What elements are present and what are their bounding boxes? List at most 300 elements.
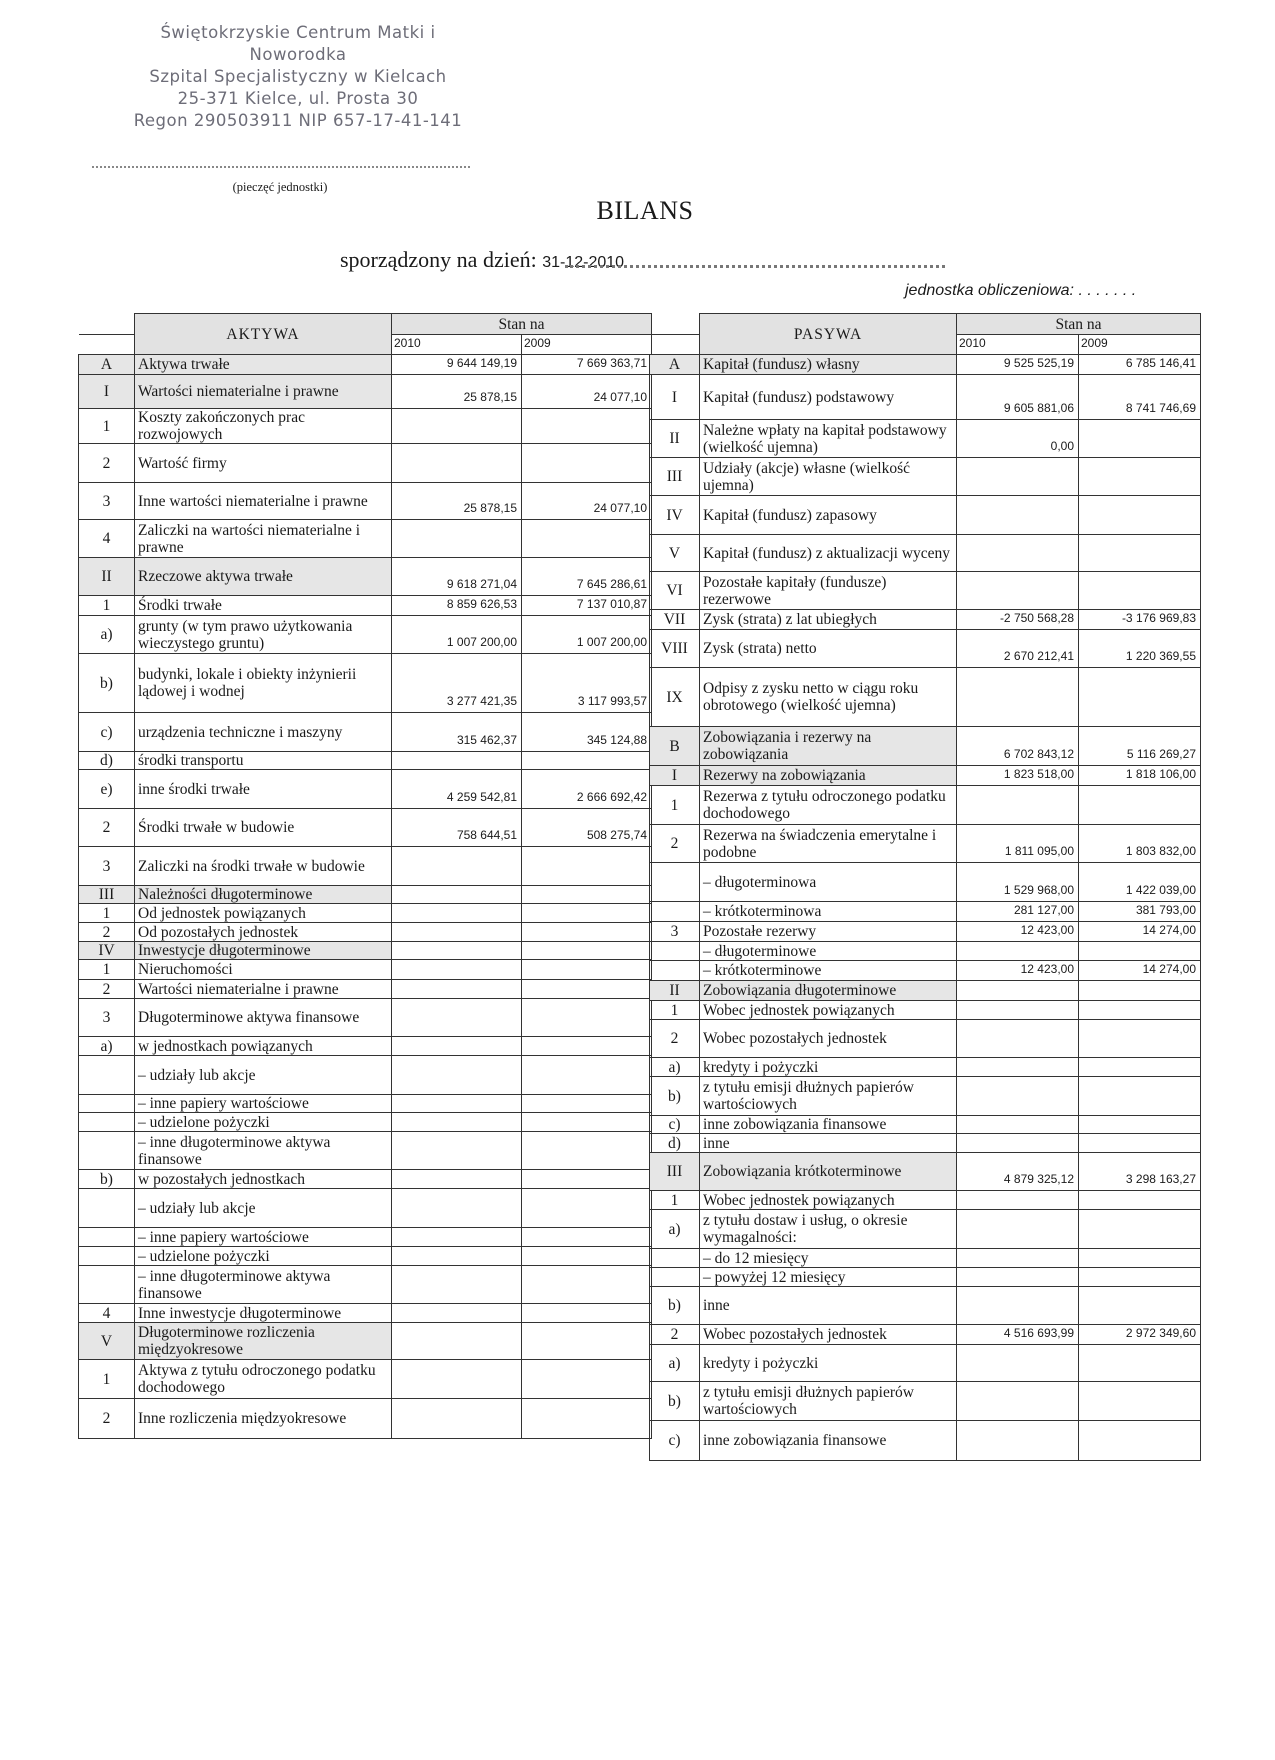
row-code: [79, 1113, 135, 1132]
row-label: Należności długoterminowe: [135, 886, 392, 904]
row-code: b): [650, 1077, 700, 1116]
row-code: 1: [79, 409, 135, 444]
value-2009: 3 298 163,27: [1079, 1153, 1201, 1191]
table-row: [79, 596, 652, 616]
row-code: e): [79, 770, 135, 809]
row-label: – udzielone pożyczki: [135, 1247, 392, 1266]
value-2010: 9 618 271,04: [392, 558, 522, 596]
value-2010: 1 823 518,00: [957, 766, 1079, 786]
table-row: [650, 355, 1201, 375]
year-2010-header: 2010: [392, 335, 522, 355]
row-label: grunty (w tym prawo użytkowania wieczystego gruntu): [135, 616, 392, 654]
stan-na-header: Stan na: [392, 314, 652, 335]
value-2010: [392, 980, 522, 999]
row-label: Pozostałe rezerwy: [700, 922, 957, 942]
row-label: Zysk (strata) netto: [700, 630, 957, 668]
row-label: Zobowiązania długoterminowe: [700, 981, 957, 1001]
value-2009: 14 274,00: [1079, 961, 1201, 981]
table-row: [79, 1189, 652, 1228]
value-2010: [392, 1132, 522, 1170]
value-2009: [1079, 668, 1201, 727]
value-2009: 1 422 039,00: [1079, 863, 1201, 902]
value-2010: 281 127,00: [957, 902, 1079, 922]
row-code: 3: [79, 999, 135, 1037]
value-2010: 6 702 843,12: [957, 727, 1079, 766]
table-row: [650, 1287, 1201, 1325]
value-2009: [1079, 1345, 1201, 1382]
row-label: – długoterminowe: [700, 942, 957, 961]
value-2010: 2 670 212,41: [957, 630, 1079, 668]
table-row: [650, 1001, 1201, 1020]
row-code: IV: [79, 942, 135, 960]
table-row: [650, 863, 1201, 902]
value-2010: [957, 1421, 1079, 1461]
table-row: [79, 355, 652, 375]
row-code: [79, 1247, 135, 1266]
row-label: Zaliczki na wartości niematerialne i prawne: [135, 520, 392, 558]
table-row: [650, 1268, 1201, 1287]
row-label: Długoterminowe aktywa finansowe: [135, 999, 392, 1037]
row-code: 1: [79, 904, 135, 923]
table-row: [650, 1249, 1201, 1268]
row-code: V: [79, 1323, 135, 1360]
value-2009: 1 818 106,00: [1079, 766, 1201, 786]
stamp-line: 25-371 Kielce, ul. Prosta 30: [177, 89, 419, 108]
row-code: 4: [79, 520, 135, 558]
value-2010: [392, 1056, 522, 1095]
row-label: – krótkoterminowa: [700, 902, 957, 922]
table-row: [650, 766, 1201, 786]
row-code: 1: [79, 960, 135, 980]
table-row: [650, 1058, 1201, 1077]
table-row: [79, 752, 652, 770]
row-code: 2: [79, 1399, 135, 1439]
value-2010: [957, 1287, 1079, 1325]
row-label: Kapitał (fundusz) zapasowy: [700, 496, 957, 535]
row-code: B: [650, 727, 700, 766]
stamp-caption: (pieczęć jednostki): [232, 180, 328, 194]
row-code: [650, 1249, 700, 1268]
table-row: [79, 1323, 652, 1360]
row-label: kredyty i pożyczki: [700, 1345, 957, 1382]
value-2009: [1079, 420, 1201, 458]
value-2009: [522, 520, 652, 558]
table-row: [79, 1056, 652, 1095]
value-2009: [522, 1056, 652, 1095]
row-label: Wobec pozostałych jednostek: [700, 1020, 957, 1058]
value-2010: [957, 1191, 1079, 1210]
row-code: 1: [650, 786, 700, 825]
row-label: – inne papiery wartościowe: [135, 1228, 392, 1247]
value-2009: [1079, 1116, 1201, 1134]
row-code: [79, 1266, 135, 1304]
row-code: III: [79, 886, 135, 904]
value-2010: [392, 904, 522, 923]
value-2009: 1 220 369,55: [1079, 630, 1201, 668]
value-2010: [957, 458, 1079, 496]
row-label: Wobec jednostek powiązanych: [700, 1191, 957, 1210]
header-blank: [650, 335, 700, 355]
value-2010: 1 529 968,00: [957, 863, 1079, 902]
row-label: Aktywa z tytułu odroczonego podatku dochodowego: [135, 1360, 392, 1399]
value-2009: 3 117 993,57: [522, 654, 652, 713]
value-2010: [957, 1001, 1079, 1020]
row-code: 1: [79, 1360, 135, 1399]
header-blank: [650, 314, 700, 335]
row-label: Nieruchomości: [135, 960, 392, 980]
value-2009: [522, 923, 652, 942]
row-code: 2: [650, 1020, 700, 1058]
row-label: – udziały lub akcje: [135, 1189, 392, 1228]
value-2010: 25 878,15: [392, 483, 522, 520]
table-row: [79, 1247, 652, 1266]
value-2010: 12 423,00: [957, 961, 1079, 981]
row-label: Inwestycje długoterminowe: [135, 942, 392, 960]
value-2009: [522, 1095, 652, 1113]
row-code: [650, 902, 700, 922]
value-2010: 9 644 149,19: [392, 355, 522, 375]
value-2010: 4 879 325,12: [957, 1153, 1079, 1191]
value-2009: [522, 1247, 652, 1266]
row-label: Wartość firmy: [135, 444, 392, 483]
row-code: c): [79, 713, 135, 752]
value-2009: [1079, 1191, 1201, 1210]
value-2010: [957, 1210, 1079, 1249]
row-label: – krótkoterminowe: [700, 961, 957, 981]
row-label: Wobec pozostałych jednostek: [700, 1325, 957, 1345]
value-2009: -3 176 969,83: [1079, 610, 1201, 630]
header-blank: [79, 335, 135, 355]
row-label: Kapitał (fundusz) własny: [700, 355, 957, 375]
value-2009: [1079, 981, 1201, 1001]
row-code: II: [650, 981, 700, 1001]
value-2010: [957, 942, 1079, 961]
row-label: – długoterminowa: [700, 863, 957, 902]
value-2009: 5 116 269,27: [1079, 727, 1201, 766]
row-label: kredyty i pożyczki: [700, 1058, 957, 1077]
row-label: inne zobowiązania finansowe: [700, 1116, 957, 1134]
value-2010: 4 259 542,81: [392, 770, 522, 809]
aktywa-header: AKTYWA: [135, 314, 392, 355]
row-label: Kapitał (fundusz) z aktualizacji wyceny: [700, 535, 957, 572]
row-label: – do 12 miesięcy: [700, 1249, 957, 1268]
table-row: [79, 520, 652, 558]
row-label: Kapitał (fundusz) podstawowy: [700, 375, 957, 420]
value-2009: 7 137 010,87: [522, 596, 652, 616]
value-2010: [957, 1249, 1079, 1268]
value-2010: 1 811 095,00: [957, 825, 1079, 863]
value-2010: [392, 520, 522, 558]
row-code: b): [79, 1170, 135, 1189]
row-code: V: [650, 535, 700, 572]
header-blank: [79, 314, 135, 335]
row-code: a): [650, 1210, 700, 1249]
row-code: c): [650, 1421, 700, 1461]
row-code: [650, 961, 700, 981]
date-value: 31-12-2010: [542, 254, 625, 271]
table-row: [79, 409, 652, 444]
value-2009: [522, 960, 652, 980]
value-2009: [522, 847, 652, 886]
row-code: b): [650, 1382, 700, 1421]
table-row: [650, 1153, 1201, 1191]
row-code: [79, 1132, 135, 1170]
value-2010: 1 007 200,00: [392, 616, 522, 654]
value-2009: [522, 752, 652, 770]
value-2009: 8 741 746,69: [1079, 375, 1201, 420]
stamp-line: Szpital Specjalistyczny w Kielcach: [149, 67, 447, 86]
row-code: III: [650, 1153, 700, 1191]
table-row: [650, 1210, 1201, 1249]
value-2010: [392, 444, 522, 483]
value-2009: 2 666 692,42: [522, 770, 652, 809]
unit-label: jednostka obliczeniowa: . . . . . . .: [905, 282, 1137, 299]
row-code: d): [79, 752, 135, 770]
value-2010: [957, 1134, 1079, 1153]
row-code: A: [79, 355, 135, 375]
row-code: b): [79, 654, 135, 713]
value-2010: 0,00: [957, 420, 1079, 458]
value-2010: 9 605 881,06: [957, 375, 1079, 420]
value-2010: 3 277 421,35: [392, 654, 522, 713]
row-code: d): [650, 1134, 700, 1153]
value-2010: [392, 960, 522, 980]
date-label: sporządzony na dzień:: [340, 247, 537, 272]
row-label: Należne wpłaty na kapitał podstawowy (wielkość ujemna): [700, 420, 957, 458]
row-code: A: [650, 355, 700, 375]
value-2009: [522, 999, 652, 1037]
table-row: [650, 1116, 1201, 1134]
value-2010: [957, 1058, 1079, 1077]
table-row: [79, 1132, 652, 1170]
document-title: BILANS: [596, 196, 694, 225]
value-2009: [522, 1360, 652, 1399]
row-label: Rezerwa na świadczenia emerytalne i podobne: [700, 825, 957, 863]
table-row: [650, 825, 1201, 863]
row-label: – inne papiery wartościowe: [135, 1095, 392, 1113]
value-2009: 345 124,88: [522, 713, 652, 752]
row-label: inne zobowiązania finansowe: [700, 1421, 957, 1461]
value-2009: [1079, 1421, 1201, 1461]
row-code: 1: [79, 596, 135, 616]
table-row: [79, 847, 652, 886]
row-label: Rzeczowe aktywa trwałe: [135, 558, 392, 596]
row-label: – inne długoterminowe aktywa finansowe: [135, 1132, 392, 1170]
table-row: [79, 1360, 652, 1399]
value-2010: [957, 572, 1079, 610]
table-row: [650, 572, 1201, 610]
value-2009: [522, 1113, 652, 1132]
value-2009: [522, 1266, 652, 1304]
row-code: [650, 863, 700, 902]
table-row: [79, 713, 652, 752]
row-label: urządzenia techniczne i maszyny: [135, 713, 392, 752]
value-2009: [522, 1170, 652, 1189]
row-code: 2: [79, 809, 135, 847]
table-row: [650, 1382, 1201, 1421]
value-2009: 7 669 363,71: [522, 355, 652, 375]
table-row: [79, 904, 652, 923]
row-code: 2: [650, 825, 700, 863]
value-2009: [1079, 458, 1201, 496]
value-2009: [522, 904, 652, 923]
value-2010: [392, 999, 522, 1037]
value-2010: [957, 1020, 1079, 1058]
value-2009: 24 077,10: [522, 375, 652, 409]
value-2010: [392, 1189, 522, 1228]
table-row: [79, 980, 652, 999]
row-label: Inne wartości niematerialne i prawne: [135, 483, 392, 520]
value-2009: [522, 1323, 652, 1360]
row-label: Zysk (strata) z lat ubiegłych: [700, 610, 957, 630]
row-code: a): [650, 1058, 700, 1077]
table-row: [650, 458, 1201, 496]
row-code: II: [79, 558, 135, 596]
value-2010: [392, 886, 522, 904]
value-2010: [392, 1228, 522, 1247]
table-row: [79, 1228, 652, 1247]
table-row: [650, 786, 1201, 825]
date-line: [340, 247, 624, 273]
value-2010: [957, 1077, 1079, 1116]
stamp-dotted-line: [92, 166, 470, 168]
row-label: z tytułu emisji dłużnych papierów wartościowych: [700, 1077, 957, 1116]
value-2009: 2 972 349,60: [1079, 1325, 1201, 1345]
value-2009: [1079, 1134, 1201, 1153]
value-2009: [522, 980, 652, 999]
value-2010: [392, 1399, 522, 1439]
table-row: [79, 960, 652, 980]
value-2009: 14 274,00: [1079, 922, 1201, 942]
value-2009: [1079, 496, 1201, 535]
table-row: [650, 727, 1201, 766]
value-2010: [957, 1345, 1079, 1382]
value-2009: [1079, 1268, 1201, 1287]
row-label: Wobec jednostek powiązanych: [700, 1001, 957, 1020]
value-2010: [392, 1304, 522, 1323]
row-label: inne: [700, 1134, 957, 1153]
value-2009: [1079, 535, 1201, 572]
value-2009: [1079, 1382, 1201, 1421]
row-code: b): [650, 1287, 700, 1325]
row-label: w jednostkach powiązanych: [135, 1037, 392, 1056]
row-code: [79, 1228, 135, 1247]
table-row: [650, 535, 1201, 572]
table-row: [650, 922, 1201, 942]
row-code: [79, 1056, 135, 1095]
value-2010: [957, 535, 1079, 572]
row-label: Wartości niematerialne i prawne: [135, 375, 392, 409]
row-label: z tytułu dostaw i usług, o okresie wymagalności:: [700, 1210, 957, 1249]
value-2009: [1079, 1020, 1201, 1058]
value-2010: [392, 409, 522, 444]
row-code: I: [79, 375, 135, 409]
row-code: a): [79, 616, 135, 654]
row-label: Zobowiązania krótkoterminowe: [700, 1153, 957, 1191]
row-code: 3: [79, 847, 135, 886]
table-row: [79, 558, 652, 596]
table-row: [79, 1266, 652, 1304]
value-2009: [522, 1037, 652, 1056]
row-code: 2: [79, 923, 135, 942]
date-dotted-line: [565, 265, 945, 268]
row-label: Wartości niematerialne i prawne: [135, 980, 392, 999]
value-2010: 315 462,37: [392, 713, 522, 752]
row-code: 3: [650, 922, 700, 942]
table-row: [79, 886, 652, 904]
value-2010: [957, 496, 1079, 535]
value-2009: 381 793,00: [1079, 902, 1201, 922]
value-2010: [392, 1170, 522, 1189]
row-code: a): [650, 1345, 700, 1382]
value-2009: 7 645 286,61: [522, 558, 652, 596]
value-2010: [392, 1037, 522, 1056]
value-2010: [392, 923, 522, 942]
table-row: [79, 1095, 652, 1113]
table-row: [79, 375, 652, 409]
year-2009-header: 2009: [1079, 335, 1201, 355]
row-label: – inne długoterminowe aktywa finansowe: [135, 1266, 392, 1304]
table-row: [650, 1325, 1201, 1345]
value-2009: [1079, 1249, 1201, 1268]
row-code: I: [650, 766, 700, 786]
row-label: Rezerwa z tytułu odroczonego podatku dochodowego: [700, 786, 957, 825]
row-code: IV: [650, 496, 700, 535]
row-code: [79, 1095, 135, 1113]
row-code: III: [650, 458, 700, 496]
table-row: [650, 1134, 1201, 1153]
value-2010: [392, 1247, 522, 1266]
row-label: Udziały (akcje) własne (wielkość ujemna): [700, 458, 957, 496]
row-label: – powyżej 12 miesięcy: [700, 1268, 957, 1287]
table-row: [650, 420, 1201, 458]
row-label: Zobowiązania i rezerwy na zobowiązania: [700, 727, 957, 766]
table-row: [79, 616, 652, 654]
row-code: 1: [650, 1191, 700, 1210]
value-2009: [1079, 1001, 1201, 1020]
row-code: VIII: [650, 630, 700, 668]
value-2009: [522, 1399, 652, 1439]
table-row: [650, 375, 1201, 420]
row-label: Od jednostek powiązanych: [135, 904, 392, 923]
value-2009: [522, 886, 652, 904]
value-2009: 6 785 146,41: [1079, 355, 1201, 375]
value-2010: 8 859 626,53: [392, 596, 522, 616]
value-2009: [1079, 1287, 1201, 1325]
value-2010: 25 878,15: [392, 375, 522, 409]
row-label: Środki trwałe: [135, 596, 392, 616]
value-2010: 758 644,51: [392, 809, 522, 847]
table-row: [79, 809, 652, 847]
table-row: [79, 942, 652, 960]
year-2010-header: 2010: [957, 335, 1079, 355]
table-row: [650, 942, 1201, 961]
table-row: [79, 483, 652, 520]
row-code: VII: [650, 610, 700, 630]
value-2010: [392, 942, 522, 960]
row-label: Rezerwy na zobowiązania: [700, 766, 957, 786]
table-row: [79, 923, 652, 942]
row-label: Aktywa trwałe: [135, 355, 392, 375]
row-label: – udzielone pożyczki: [135, 1113, 392, 1132]
row-code: VI: [650, 572, 700, 610]
table-row: [79, 444, 652, 483]
stamp-line: Świętokrzyskie Centrum Matki i Noworodka: [160, 23, 436, 64]
table-row: [650, 1077, 1201, 1116]
row-code: 3: [79, 483, 135, 520]
row-code: 2: [79, 980, 135, 999]
value-2009: 1 803 832,00: [1079, 825, 1201, 863]
